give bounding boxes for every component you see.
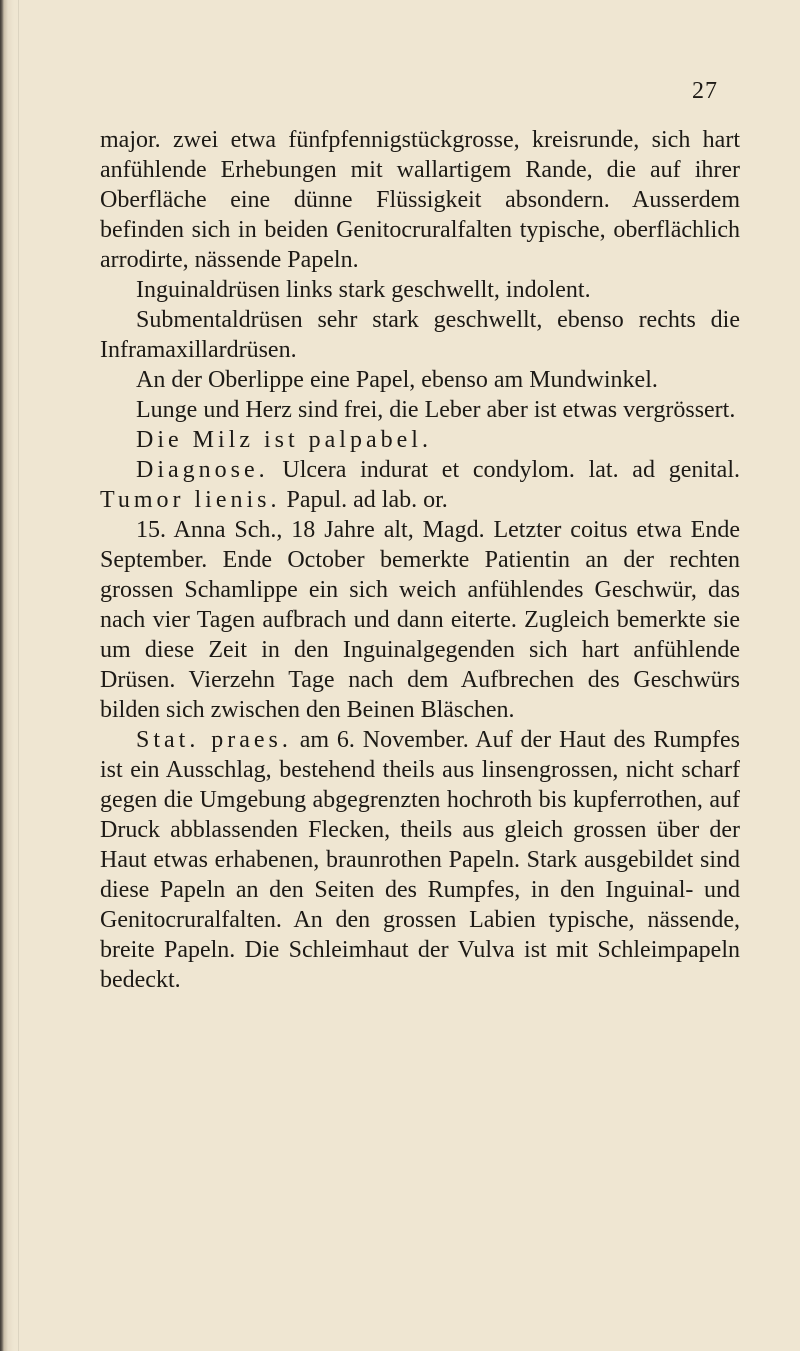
diagnose-text-b: Papul. ad lab. or. xyxy=(280,487,448,513)
diagnose-spaced: Tumor lienis. xyxy=(100,487,281,513)
paragraph-diagnose xyxy=(100,455,740,515)
page-number: 27 xyxy=(692,78,718,104)
paragraph-2: Inguinaldrüsen links stark geschwellt, indolent. xyxy=(136,277,591,303)
page-edge-line xyxy=(18,0,19,1351)
paragraph-1: major. zwei etwa fünfpfennigstückgrosse, kreisrunde, sich hart anfühlende Erhebungen mit wallartigem Rande, die auf ihrer Oberfläche eine dünne Flüssigkeit absondern. Ausserdem befinden sich in beiden Genitocruralfalten typische, oberflächlich arrodirte, nässende Papeln. xyxy=(100,127,740,273)
paragraph-case-15: 15. Anna Sch., 18 Jahre alt, Magd. Letzter coitus etwa Ende September. Ende October bemerkte Patientin an der rechten grossen Schamlippe ein sich weich anfühlendes Geschwür, das nach vier Tagen aufbrach und dann eiterte. Zugleich bemerkte sie um diese Zeit in den Inguinalgegenden sich hart anfühlende Drüsen. Vierzehn Tage nach dem Aufbrechen des Geschwürs bilden sich zwischen den Beinen Bläschen. xyxy=(100,517,740,723)
diagnose-text-a: Ulcera indurat et condylom. lat. ad genital. xyxy=(268,457,740,483)
paragraph-4: An der Oberlippe eine Papel, ebenso am Mundwinkel. xyxy=(136,367,658,393)
body-text xyxy=(100,125,740,995)
stat-praes-lead: Stat. praes. xyxy=(136,727,292,753)
paragraph-5: Lunge und Herz sind frei, die Leber aber ist etwas vergrössert. xyxy=(136,397,736,423)
paragraph-6: Die Milz ist palpabel. xyxy=(136,427,432,453)
stat-praes-text: am 6. November. Auf der Haut des Rumpfes ist ein Ausschlag, bestehend theils aus linsengrossen, nicht scharf gegen die Umgebung abgegrenzten hochroth bis kupferrothen, auf Druck abblassenden Flecken, theils aus gleich grossen über der Haut etwas erhabenen, braunrothen Papeln. Stark ausgebildet sind diese Papeln an den Seiten des Rumpfes, in den Inguinal- und Genitocruralfalten. An den grossen Labien typische, nässende, breite Papeln. Die Schleimhaut der Vulva ist mit Schleimpapeln bedeckt. xyxy=(100,727,740,993)
paragraph-stat-praes xyxy=(100,725,740,995)
paragraph-3: Submentaldrüsen sehr stark geschwellt, ebenso rechts die Inframaxillardrüsen. xyxy=(100,307,740,363)
diagnose-lead: Diagnose. xyxy=(136,457,269,483)
page-binding-edge xyxy=(0,0,14,1351)
